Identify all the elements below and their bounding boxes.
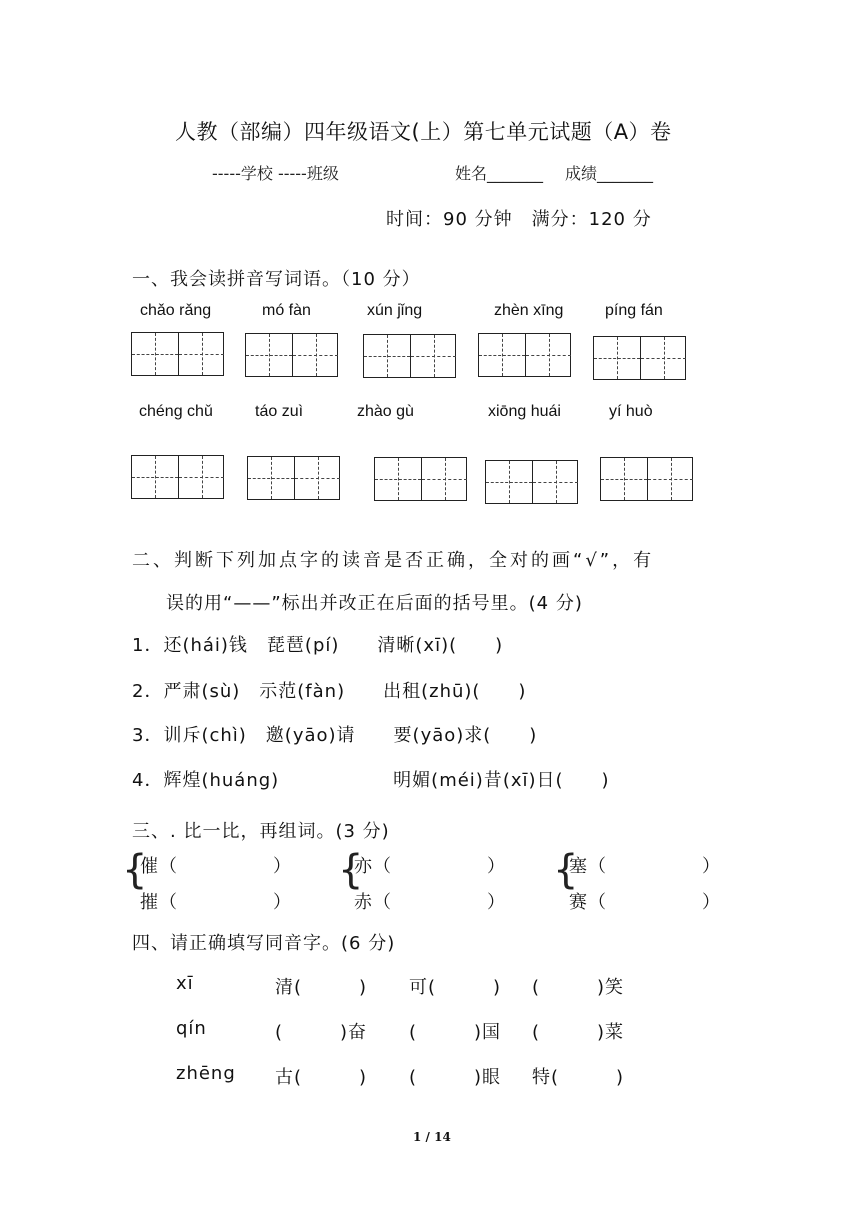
pinyin-label: chǎo rǎng [140,302,212,319]
pinyin-label: mó fàn [262,302,311,319]
score-field-label: 成绩_______ [565,164,654,183]
question-line: 3．训斥(chì) 邀(yāo)请 要(yāo)求( ) [132,725,538,746]
writing-box[interactable] [478,333,571,377]
compare-item: 摧（ ） [140,892,292,913]
pinyin-label: chéng chǔ [139,403,213,420]
pinyin-label: zhèn xīng [494,302,564,319]
writing-box[interactable] [593,336,686,380]
page-number: 1 / 14 [413,1130,451,1144]
homophone-pinyin: qín [176,1018,207,1039]
school-class-line: -----学校 -----班级 [212,164,339,183]
page-title: 人教（部编）四年级语文(上）第七单元试题（A）卷 [175,120,672,144]
pinyin-label: xiōng huái [488,403,561,420]
writing-box[interactable] [363,334,456,378]
writing-box[interactable] [485,460,578,504]
section3-title: 三、. 比一比，再组词。(3 分) [132,821,390,842]
pinyin-label: xún jǐng [367,302,423,319]
pinyin-label: zhào gù [357,403,414,420]
question-line: 1．还(hái)钱 琵琶(pí) 清晰(xī)( ) [132,635,504,656]
writing-box[interactable] [247,456,340,500]
homophone-blank: ( )笑 [532,977,625,998]
question-line: 4．辉煌(huáng) 明媚(méi)昔(xī)日( ) [132,770,610,791]
question-line: 2．严肃(sù) 示范(fàn) 出租(zhū)( ) [132,681,527,702]
brace-icon: { [338,847,364,893]
compare-item: 赤（ ） [354,892,506,913]
homophone-blank: 古( ) [275,1067,368,1088]
homophone-blank: 可( ) [409,977,502,998]
section2-title-line1: 二、判断下列加点字的读音是否正确，全对的画“√”，有 [132,550,655,571]
brace-icon: { [553,847,579,893]
homophone-blank: ( )奋 [275,1022,368,1043]
writing-box[interactable] [374,457,467,501]
writing-box[interactable] [131,455,224,499]
name-field-label: 姓名_______ [455,164,544,183]
writing-box[interactable] [131,332,224,376]
homophone-blank: 清( ) [275,977,368,998]
compare-item: 催（ ） [140,856,292,877]
time-score-line: 时间：90 分钟 满分：120 分 [386,209,652,230]
homophone-blank: ( )菜 [532,1022,625,1043]
section4-title: 四、请正确填写同音字。(6 分) [132,933,396,954]
pinyin-label: yí huò [609,403,653,420]
section2-title-line2: 误的用“——”标出并改正在后面的括号里。(4 分) [166,593,583,614]
compare-item: 赛（ ） [569,892,721,913]
writing-box[interactable] [245,333,338,377]
homophone-blank: 特( ) [532,1067,625,1088]
homophone-pinyin: zhēng [176,1063,236,1084]
homophone-blank: ( )国 [409,1022,502,1043]
writing-box[interactable] [600,457,693,501]
compare-item: 塞（ ） [569,856,721,877]
homophone-blank: ( )眼 [409,1067,502,1088]
section1-title: 一、我会读拼音写词语。（10 分） [132,269,421,290]
pinyin-label: píng fán [605,302,663,319]
compare-item: 亦（ ） [354,856,506,877]
homophone-pinyin: xī [176,973,194,994]
brace-icon: { [122,847,148,893]
pinyin-label: táo zuì [255,403,304,420]
